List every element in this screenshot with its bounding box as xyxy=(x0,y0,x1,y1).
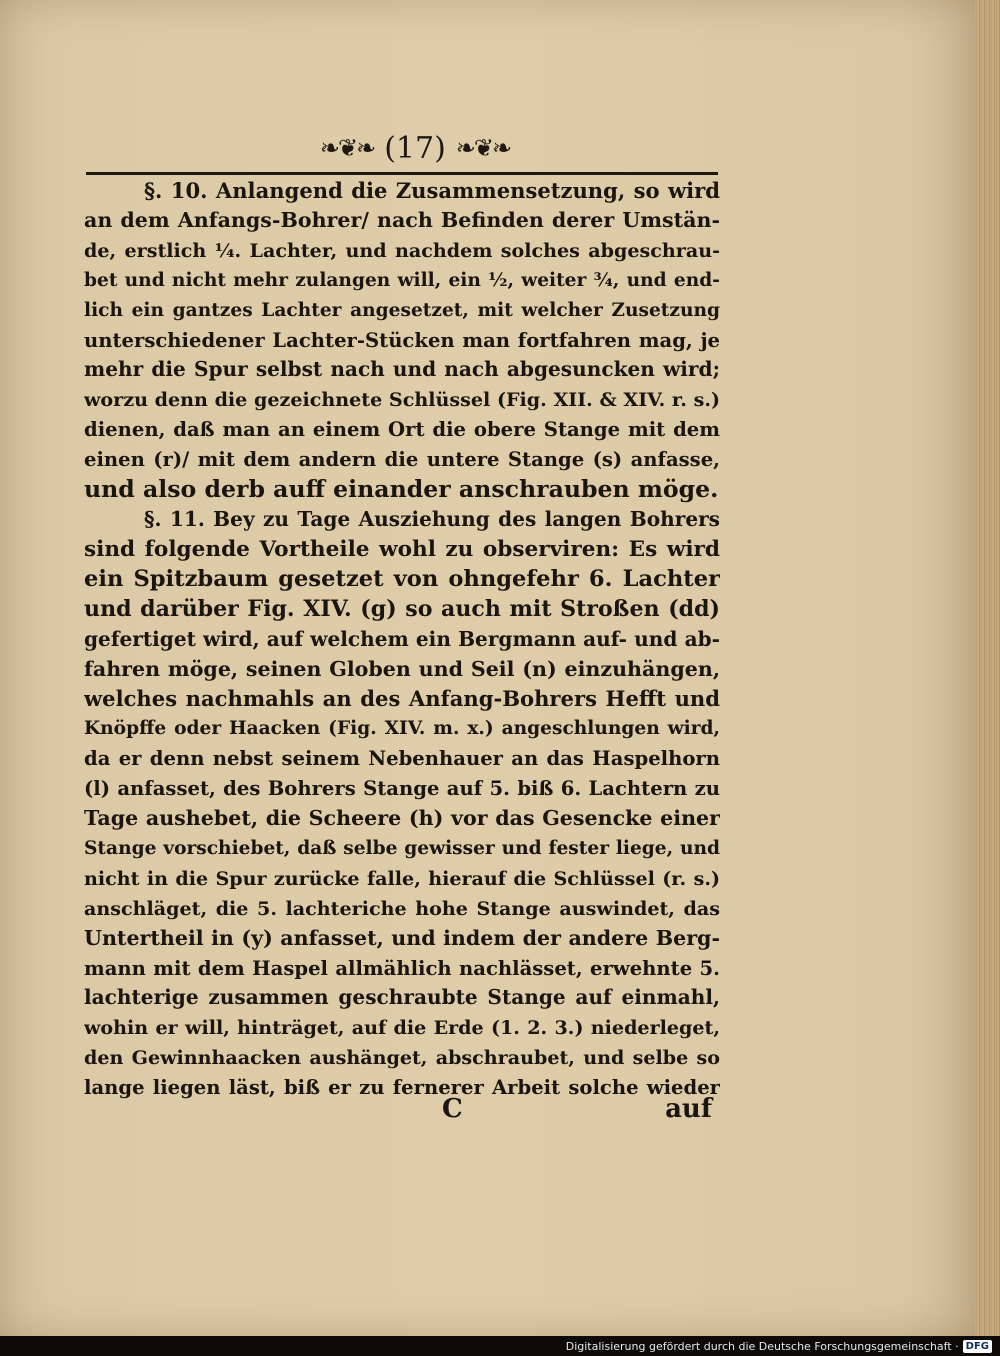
page-edges xyxy=(975,0,1000,1336)
text-line: lange liegen läst, biß er zu fernerer Arbeit solche wieder xyxy=(84,1076,720,1100)
text-line: Knöpffe oder Haacken (Fig. XIV. m. x.) angeschlungen wird, xyxy=(84,718,720,740)
text-line: welches nachmahls an des Anfang-Bohrers Hefft und xyxy=(84,686,720,712)
text-line: Untertheil in (y) anfasset, und indem der andere Berg- xyxy=(84,925,720,950)
text-line: dienen, daß man an einem Ort die obere Stange mit dem xyxy=(84,418,720,442)
text-line: einen (r)/ mit dem andern die untere Stange (s) anfasse, xyxy=(84,448,720,472)
digitization-footer xyxy=(0,1336,1000,1356)
text-line: und also derb auff einander anschrauben möge. xyxy=(84,475,719,504)
text-line: fahren möge, seinen Globen und Seil (n) einzuhängen, xyxy=(84,656,720,681)
signature-mark: C xyxy=(442,1094,463,1124)
body-text xyxy=(84,176,720,1103)
text-line: §. 10. Anlangend die Zusammensetzung, so wird xyxy=(144,178,720,203)
text-line: an dem Anfangs-Bohrer/ nach Befinden derer Umstän- xyxy=(84,207,720,232)
page-number: (17) xyxy=(384,130,446,166)
page-header xyxy=(300,128,530,168)
text-line: wohin er will, hinträget, auf die Erde (1. 2. 3.) niederleget, xyxy=(84,1016,720,1040)
text-line: gefertiget wird, auf welchem ein Bergmann auf- und ab- xyxy=(84,626,720,651)
text-line: lachterige zusammen geschraubte Stange auf einmahl, xyxy=(84,985,720,1010)
dfg-logo-icon: DFG xyxy=(963,1340,992,1353)
text-line: mann mit dem Haspel allmählich nachlässet, erwehnte 5. xyxy=(84,956,720,980)
text-line: und darüber Fig. XIV. (g) so auch mit Stroßen (dd) xyxy=(84,595,720,622)
text-line: mehr die Spur selbst nach und nach abgesuncken wird; xyxy=(84,357,720,382)
footer-credit: Digitalisierung gefördert durch die Deutsche Forschungsgemeinschaft · xyxy=(565,1339,959,1353)
text-line: de, erstlich ¼. Lachter, und nachdem solches abgeschrau- xyxy=(84,238,720,262)
catchword: auf xyxy=(665,1094,712,1124)
text-line: da er denn nebst seinem Nebenhauer an das Haspelhorn xyxy=(84,747,720,771)
ornament-right-icon: ❧❦❧ xyxy=(455,134,511,162)
text-line: den Gewinnhaacken aushänget, abschraubet, und selbe so xyxy=(84,1046,720,1070)
text-line: bet und nicht mehr zulangen will, ein ½, weiter ¾, und end- xyxy=(84,269,720,291)
text-line: nicht in die Spur zurücke falle, hierauf die Schlüssel (r. s.) xyxy=(84,866,720,890)
header-rule xyxy=(86,172,718,175)
text-line: lich ein gantzes Lachter angesetzet, mit welcher Zusetzung xyxy=(84,299,720,321)
text-line: sind folgende Vortheile wohl zu observiren: Es wird xyxy=(84,536,720,562)
text-line: anschläget, die 5. lachteriche hohe Stange auswindet, das xyxy=(84,896,720,920)
catch-line xyxy=(84,1094,720,1128)
text-line: ein Spitzbaum gesetzet von ohngefehr 6. Lachter xyxy=(84,565,720,592)
text-line: (l) anfasset, des Bohrers Stange auf 5. biß 6. Lachtern zu xyxy=(84,777,720,801)
text-line: unterschiedener Lachter-Stücken man fortfahren mag, je xyxy=(84,328,720,352)
text-line: Tage aushebet, die Scheere (h) vor das Gesencke einer xyxy=(84,806,720,831)
text-line: §. 11. Bey zu Tage Ausziehung des langen Bohrers xyxy=(144,506,720,531)
text-line: worzu denn die gezeichnete Schlüssel (Fig. XII. & XIV. r. s.) xyxy=(84,388,720,412)
text-line: Stange vorschiebet, daß selbe gewisser und fester liege, und xyxy=(84,837,720,859)
ornament-left-icon: ❧❦❧ xyxy=(319,134,375,162)
